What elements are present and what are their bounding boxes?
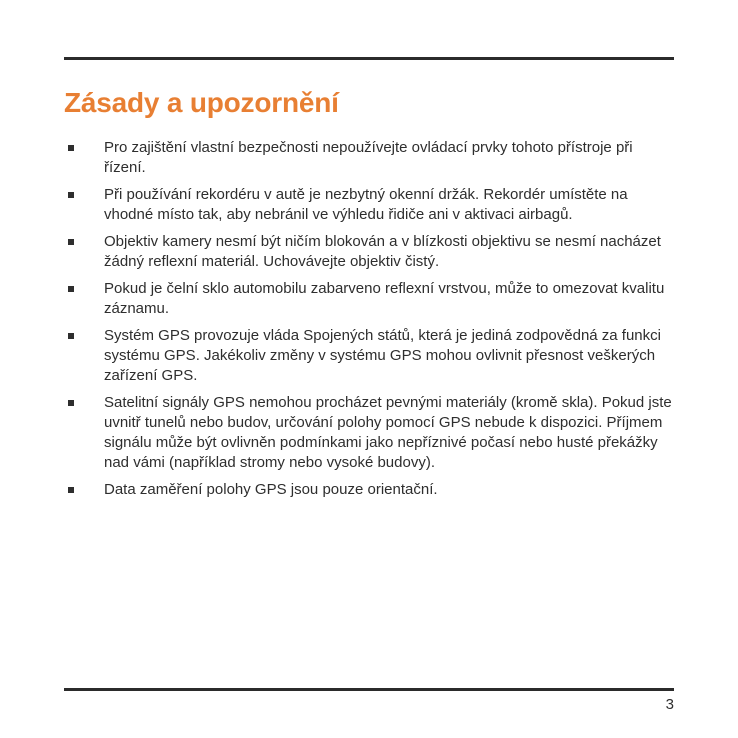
list-item-text: Data zaměření polohy GPS jsou pouze orientační. xyxy=(104,481,438,498)
list-item-text: Pro zajištění vlastní bezpečnosti nepoužívejte ovládací prvky tohoto přístroje při řízení. xyxy=(104,139,633,176)
list-item xyxy=(64,232,674,272)
list-item-text: Systém GPS provozuje vláda Spojených států, která je jediná zodpovědná za funkci systému GPS. Jakékoliv změny v systému GPS mohou ovlivnit přesnost veškerých zařízení GPS. xyxy=(104,327,661,384)
list-item xyxy=(64,279,674,319)
bullet-square-icon xyxy=(68,400,74,406)
bottom-rule xyxy=(64,688,674,691)
list-item xyxy=(64,393,674,473)
list-item-text: Satelitní signály GPS nemohou procházet pevnými materiály (kromě skla). Pokud jste uvnitř tunelů nebo budov, určování polohy pomocí GPS nebude k dispozici. Příjmem signálu může být ovlivněn podmínkami jako nepříznivé počasí nebo husté překážky nad vámi (například stromy nebo vysoké budovy). xyxy=(104,394,672,471)
list-item-text: Při používání rekordéru v autě je nezbytný okenní držák. Rekordér umístěte na vhodné místo tak, aby nebránil ve výhledu řidiče ani v aktivaci airbagů. xyxy=(104,186,628,223)
bullet-square-icon xyxy=(68,145,74,151)
list-item xyxy=(64,185,674,225)
top-rule xyxy=(64,57,674,60)
page-title: Zásady a upozornění xyxy=(64,87,339,118)
bullet-square-icon xyxy=(68,192,74,198)
list-item xyxy=(64,138,674,178)
bullet-square-icon xyxy=(68,487,74,493)
list-item xyxy=(64,480,674,500)
bullet-square-icon xyxy=(68,286,74,292)
list-item xyxy=(64,326,674,386)
page-footer xyxy=(64,688,674,715)
bullet-square-icon xyxy=(68,333,74,339)
list-item-text: Pokud je čelní sklo automobilu zabarveno reflexní vrstvou, může to omezovat kvalitu záznamu. xyxy=(104,280,665,317)
list-item-text: Objektiv kamery nesmí být ničím blokován a v blízkosti objektivu se nesmí nacházet žádný reflexní materiál. Uchovávejte objektiv čistý. xyxy=(104,233,661,270)
notice-list xyxy=(64,138,674,500)
bullet-square-icon xyxy=(68,239,74,245)
page-number: 3 xyxy=(665,696,674,713)
